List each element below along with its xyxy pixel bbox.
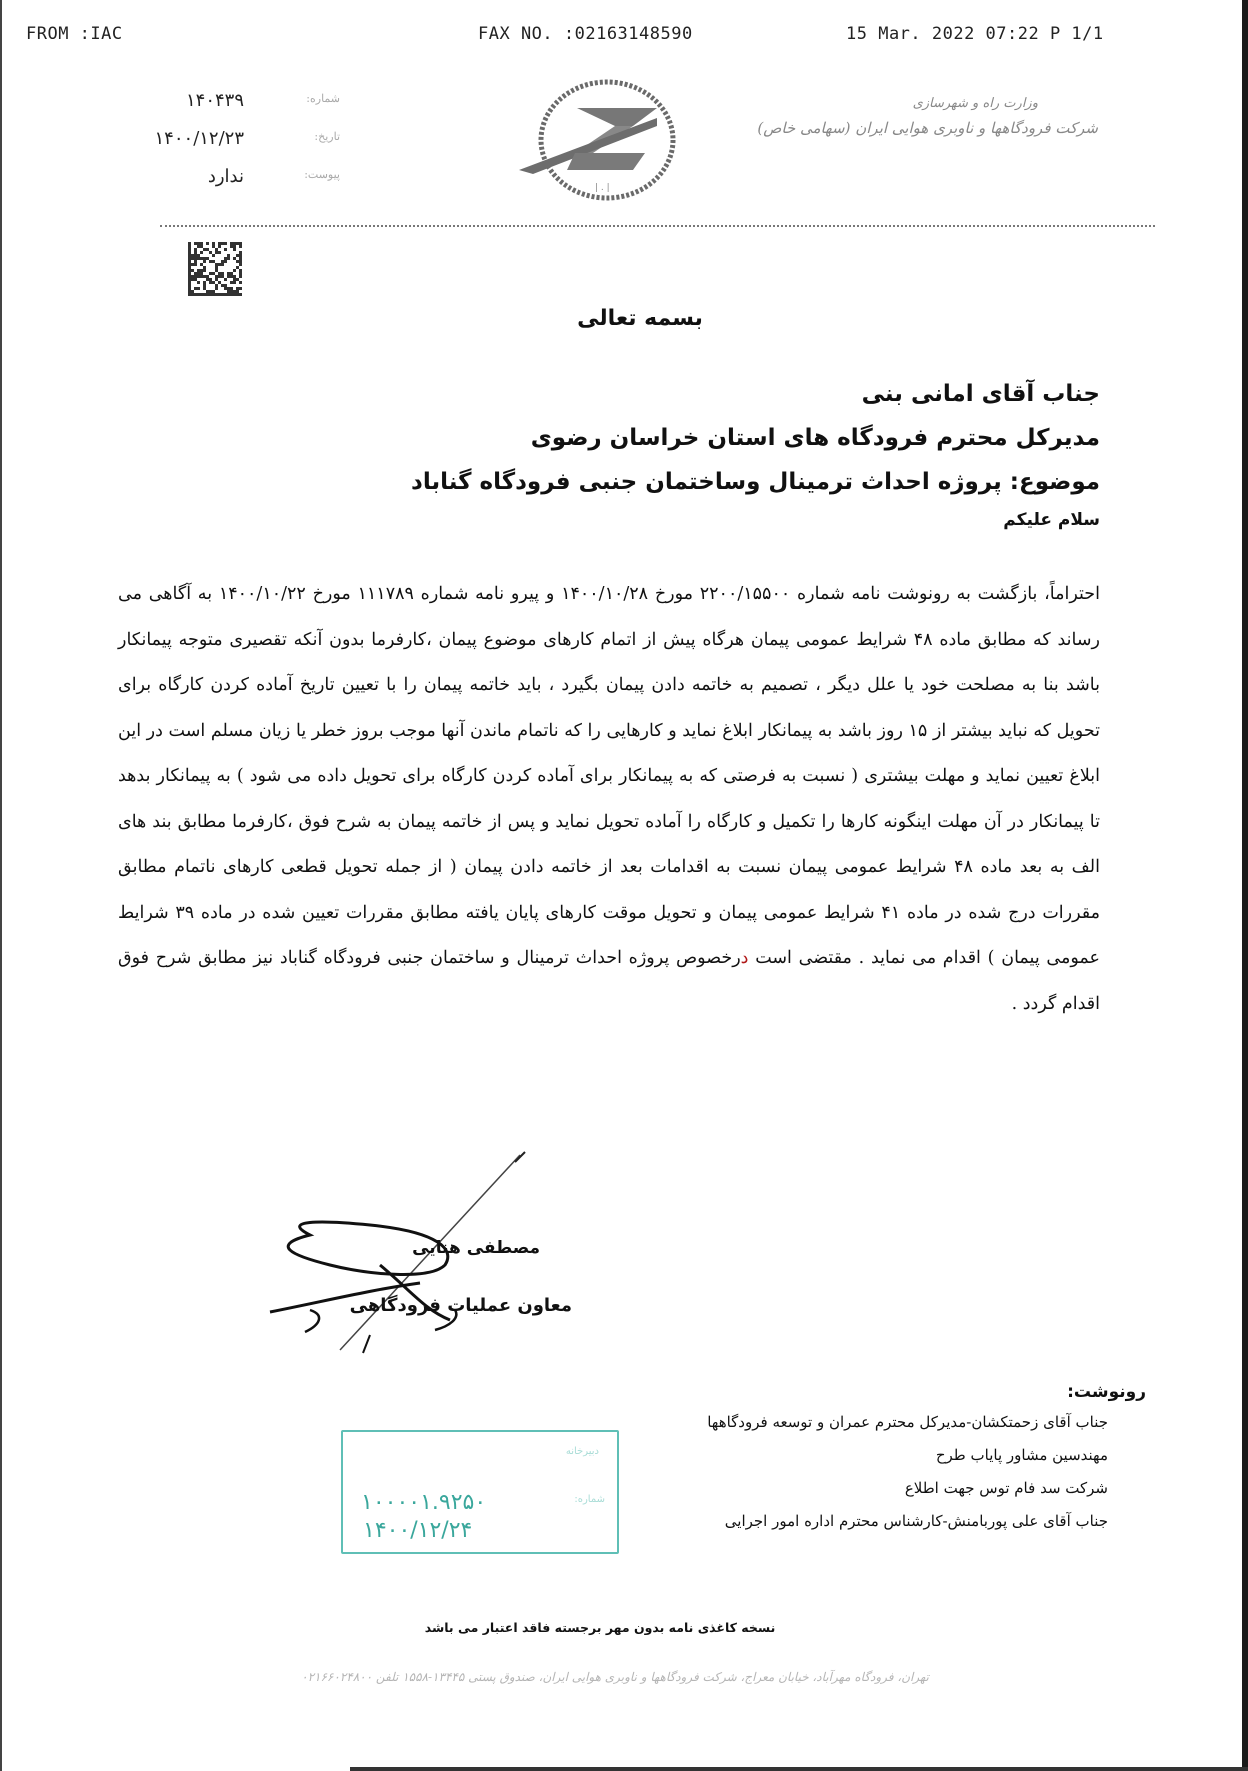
datamatrix-cell (221, 272, 224, 275)
datamatrix-cell (221, 275, 224, 278)
datamatrix-cell (215, 293, 218, 296)
datamatrix-cell (233, 242, 236, 245)
datamatrix-cell (224, 293, 227, 296)
datamatrix-cell (188, 248, 191, 251)
datamatrix-cell (221, 260, 224, 263)
datamatrix-cell (188, 254, 191, 257)
stamp-number-label: شماره: (574, 1494, 605, 1505)
datamatrix-cell (188, 293, 191, 296)
signature-block (250, 1150, 580, 1380)
datamatrix-cell (206, 290, 209, 293)
stamp-date: ۱۴۰۰/۱۲/۲۴ (363, 1518, 473, 1543)
datamatrix-cell (215, 269, 218, 272)
datamatrix-cell (206, 278, 209, 281)
datamatrix-cell (239, 281, 242, 284)
datamatrix-cell (236, 290, 239, 293)
datamatrix-cell (227, 293, 230, 296)
datamatrix-cell (227, 290, 230, 293)
scan-edge-bottom (350, 1767, 1248, 1771)
datamatrix-cell (239, 275, 242, 278)
svg-text:| . |: | . | (595, 183, 610, 193)
datamatrix-cell (215, 263, 218, 266)
datamatrix-cell (188, 284, 191, 287)
datamatrix-cell (227, 287, 230, 290)
cc-item: جناب آقای زحمتکشان-مدیرکل محترم عمران و توسعه فرودگاهها (707, 1413, 1108, 1431)
datamatrix-cell (191, 293, 194, 296)
datamatrix-cell (239, 254, 242, 257)
datamatrix-cell (233, 245, 236, 248)
body-highlight: د (740, 948, 749, 968)
datamatrix-cell (188, 281, 191, 284)
datamatrix-cell (197, 242, 200, 245)
datamatrix-cell (194, 248, 197, 251)
datamatrix-cell (233, 293, 236, 296)
header-divider (160, 225, 1155, 227)
datamatrix-cell (200, 242, 203, 245)
letter-heading: بسمه تعالی (577, 306, 703, 331)
datamatrix-cell (203, 260, 206, 263)
datamatrix-cell (227, 257, 230, 260)
letter-subject: موضوع: پروژه احداث ترمینال وساختمان جنبی فرودگاه گناباد (411, 469, 1100, 495)
datamatrix-cell (200, 263, 203, 266)
fax-date-page: 15 Mar. 2022 07:22 P 1/1 (846, 24, 1104, 44)
datamatrix-cell (194, 293, 197, 296)
datamatrix-cell (215, 251, 218, 254)
body-text-part1: احتراماً، بازگشت به رونوشت نامه شماره ۲۲۰۰/۱۵۵۰۰ مورخ ۱۴۰۰/۱۰/۲۸ و پیرو نامه شماره ۱۱۱۷۸۹ مورخ ۱۴۰۰/۱۰/۲۲ به آگاهی می رساند که مطابق ماده ۴۸ شرایط عمومی پیمان هرگاه پیش از اتمام کارهای موضوع پیمان ،کارفرما بدون آنکه تقصیری متوجه پیمانکار باشد بنا به مصلحت خود یا علل دیگر ، تصمیم به خاتمه دادن پیمان بگیرد ، باید خاتمه پیمان را با تعیین تاریخ آماده کردن کارگاه برای تحویل که نباید بیشتر از ۱۵ روز باشد به پیمانکار ابلاغ نماید و کارهایی را که ناتمام ماندن آنها موجب بروز خطر یا زیان مسلم است در این ابلاغ تعیین نماید و مهلت بیشتری ( نسبت به فرصتی که به پیمانکار برای آماده کردن کارگاه برای تحویل داده می شود ) به پیمانکار بدهد تا پیمانکار در آن مهلت اینگونه کارها را تکمیل و کارگاه را آماده تحویل نماید و پس از خاتمه پیمان به شرح فوق ،کارفرما مطابق بند های الف به بعد ماده ۴۸ شرایط عمومی پیمان نسبت به اقدامات بعد از خاتمه دادن پیمان ( از جمله تحویل قطعی کارهای ناتمام مطابق مقررات درج شده در ماده ۴۱ شرایط عمومی پیمان و تحویل موقت کارهای پایان یافته مطابق مقررات تعیین شده در ماده ۳۹ شرایط عمومی پیمان ) اقدام می نماید . مقتضی است (118, 584, 1101, 968)
datamatrix-cell (194, 257, 197, 260)
datamatrix-cell (188, 257, 191, 260)
datamatrix-cell (221, 242, 224, 245)
datamatrix-cell (200, 272, 203, 275)
datamatrix-cell (212, 245, 215, 248)
datamatrix-cell (236, 278, 239, 281)
datamatrix-cell (215, 248, 218, 251)
datamatrix-cell (203, 284, 206, 287)
letter-number-label: شماره: (306, 92, 340, 105)
cc-item: جناب آقای علی پوربامنش-کارشناس محترم اداره امور اجرایی (724, 1512, 1108, 1530)
datamatrix-cell (188, 290, 191, 293)
datamatrix-cell (233, 269, 236, 272)
fax-number: FAX NO. :02163148590 (478, 24, 693, 44)
company-name: شرکت فرودگاهها و ناوبری هوایی ایران (سهامی خاص) (757, 119, 1098, 137)
datamatrix-cell (236, 287, 239, 290)
datamatrix-cell (194, 272, 197, 275)
datamatrix-cell (230, 275, 233, 278)
datamatrix-cell (221, 293, 224, 296)
cc-item: شرکت سد فام توس جهت اطلاع (904, 1479, 1108, 1497)
signatory-name: مصطفی هنایی (412, 1238, 540, 1258)
datamatrix-cell (215, 284, 218, 287)
letter-attachment-label: پیوست: (304, 168, 340, 181)
datamatrix-cell (188, 263, 191, 266)
stamp-header: دبیرخانه (565, 1446, 599, 1457)
datamatrix-cell (191, 275, 194, 278)
datamatrix-cell (236, 266, 239, 269)
datamatrix-cell (239, 263, 242, 266)
datamatrix-cell (188, 260, 191, 263)
datamatrix-cell (194, 254, 197, 257)
datamatrix-cell (194, 287, 197, 290)
datamatrix-cell (206, 257, 209, 260)
letter-attachment: ندارد (207, 166, 244, 187)
datamatrix-cell (236, 260, 239, 263)
cc-title: رونوشت: (1067, 1382, 1146, 1402)
datamatrix-cell (215, 275, 218, 278)
datamatrix-cell (224, 287, 227, 290)
body-text-part2: رخصوص پروژه احداث ترمینال و ساختمان جنبی فرودگاه گناباد نیز مطابق شرح فوق اقدام گردد . (118, 948, 1100, 1014)
datamatrix-cell (194, 263, 197, 266)
datamatrix-cell (194, 278, 197, 281)
datamatrix-cell (188, 242, 191, 245)
datamatrix-cell (212, 242, 215, 245)
footer-validity-note: نسخه کاغذی نامه بدون مهر برجسته فاقد اعتبار می باشد (424, 1620, 776, 1635)
cc-block (658, 1378, 1146, 1538)
addressee-name: جناب آقای امانی بنی (861, 381, 1100, 407)
meta-date-row (140, 128, 340, 166)
letter-date-label: تاریخ: (314, 130, 340, 143)
datamatrix-cell (209, 278, 212, 281)
datamatrix-cell (236, 254, 239, 257)
datamatrix-cell (230, 272, 233, 275)
datamatrix-cell (194, 260, 197, 263)
datamatrix-code-icon (188, 242, 242, 296)
datamatrix-cell (203, 287, 206, 290)
datamatrix-cell (227, 254, 230, 257)
datamatrix-cell (203, 275, 206, 278)
datamatrix-cell (191, 278, 194, 281)
datamatrix-cell (221, 284, 224, 287)
datamatrix-cell (239, 287, 242, 290)
datamatrix-cell (233, 257, 236, 260)
datamatrix-cell (227, 275, 230, 278)
datamatrix-cell (191, 290, 194, 293)
meta-number-row (140, 90, 340, 128)
datamatrix-cell (233, 248, 236, 251)
datamatrix-cell (218, 263, 221, 266)
datamatrix-cell (218, 251, 221, 254)
datamatrix-cell (203, 266, 206, 269)
datamatrix-cell (227, 272, 230, 275)
datamatrix-cell (206, 293, 209, 296)
datamatrix-cell (230, 245, 233, 248)
datamatrix-cell (218, 275, 221, 278)
datamatrix-cell (239, 272, 242, 275)
datamatrix-cell (239, 293, 242, 296)
datamatrix-cell (230, 287, 233, 290)
scan-edge-right (1242, 0, 1248, 1771)
datamatrix-cell (233, 290, 236, 293)
datamatrix-cell (236, 242, 239, 245)
meta-attachment-row (140, 166, 340, 204)
datamatrix-cell (203, 248, 206, 251)
datamatrix-cell (230, 290, 233, 293)
datamatrix-cell (218, 281, 221, 284)
datamatrix-cell (218, 242, 221, 245)
datamatrix-cell (206, 248, 209, 251)
datamatrix-cell (224, 260, 227, 263)
datamatrix-cell (239, 269, 242, 272)
datamatrix-cell (188, 287, 191, 290)
datamatrix-cell (203, 269, 206, 272)
datamatrix-cell (212, 272, 215, 275)
cc-item: مهندسین مشاور پایاب طرح (935, 1446, 1108, 1464)
datamatrix-cell (239, 251, 242, 254)
datamatrix-cell (197, 293, 200, 296)
datamatrix-cell (218, 245, 221, 248)
datamatrix-cell (188, 251, 191, 254)
datamatrix-cell (188, 278, 191, 281)
datamatrix-cell (203, 281, 206, 284)
addressee-title: مدیرکل محترم فرودگاه های استان خراسان رضوی (530, 425, 1100, 451)
datamatrix-cell (233, 275, 236, 278)
datamatrix-cell (191, 269, 194, 272)
datamatrix-cell (209, 251, 212, 254)
datamatrix-cell (212, 293, 215, 296)
datamatrix-cell (194, 251, 197, 254)
datamatrix-cell (239, 245, 242, 248)
datamatrix-cell (191, 254, 194, 257)
datamatrix-cell (233, 281, 236, 284)
datamatrix-cell (188, 275, 191, 278)
letter-body (118, 572, 1100, 1027)
datamatrix-cell (194, 242, 197, 245)
datamatrix-cell (188, 245, 191, 248)
datamatrix-cell (209, 260, 212, 263)
datamatrix-cell (197, 287, 200, 290)
datamatrix-cell (200, 257, 203, 260)
datamatrix-cell (200, 245, 203, 248)
datamatrix-cell (212, 290, 215, 293)
datamatrix-cell (209, 272, 212, 275)
datamatrix-cell (224, 242, 227, 245)
fax-from: FROM :IAC (26, 24, 123, 44)
datamatrix-cell (209, 293, 212, 296)
datamatrix-cell (224, 257, 227, 260)
datamatrix-cell (194, 275, 197, 278)
datamatrix-cell (197, 281, 200, 284)
datamatrix-cell (197, 272, 200, 275)
datamatrix-cell (197, 254, 200, 257)
datamatrix-cell (197, 245, 200, 248)
datamatrix-cell (230, 293, 233, 296)
registry-stamp (341, 1430, 619, 1554)
datamatrix-cell (218, 272, 221, 275)
datamatrix-cell (221, 263, 224, 266)
datamatrix-cell (239, 242, 242, 245)
datamatrix-cell (206, 242, 209, 245)
datamatrix-cell (188, 266, 191, 269)
datamatrix-cell (236, 293, 239, 296)
datamatrix-cell (224, 284, 227, 287)
datamatrix-cell (203, 257, 206, 260)
datamatrix-cell (239, 257, 242, 260)
datamatrix-cell (206, 275, 209, 278)
datamatrix-cell (215, 266, 218, 269)
datamatrix-cell (233, 278, 236, 281)
ministry-name: وزارت راه و شهرسازی (912, 96, 1038, 111)
datamatrix-cell (230, 242, 233, 245)
datamatrix-cell (191, 263, 194, 266)
datamatrix-cell (212, 254, 215, 257)
signatory-title: معاون عملیات فرودگاهی (349, 1295, 572, 1316)
datamatrix-cell (200, 269, 203, 272)
datamatrix-cell (197, 275, 200, 278)
datamatrix-cell (200, 251, 203, 254)
datamatrix-cell (197, 269, 200, 272)
stamp-number: ۱۰۰۰۰۱.۹۲۵۰ (361, 1490, 487, 1515)
datamatrix-cell (239, 260, 242, 263)
greeting: سلام علیکم (1003, 510, 1100, 530)
datamatrix-cell (218, 293, 221, 296)
datamatrix-cell (215, 278, 218, 281)
handwritten-signature (250, 1150, 580, 1380)
datamatrix-cell (188, 269, 191, 272)
datamatrix-cell (212, 260, 215, 263)
fax-header (26, 24, 1222, 48)
datamatrix-cell (215, 287, 218, 290)
datamatrix-cell (209, 281, 212, 284)
datamatrix-cell (203, 293, 206, 296)
datamatrix-cell (191, 257, 194, 260)
footer-address: تهران، فرودگاه مهرآباد، خیابان معراج، شرکت فرودگاهها و ناوبری هوایی ایران، صندوق پستی ۱۳۴۴۵-۱۵۵۸ تلفن ۰۲۱۶۶۰۲۴۸۰۰ (301, 1670, 929, 1684)
datamatrix-cell (212, 281, 215, 284)
datamatrix-cell (224, 248, 227, 251)
scan-edge-left (0, 0, 2, 1771)
datamatrix-cell (209, 290, 212, 293)
letter-date: ۱۴۰۰/۱۲/۲۳ (154, 128, 244, 149)
datamatrix-cell (200, 275, 203, 278)
letterhead-org (658, 96, 1098, 137)
letter-number: ۱۴۰۴۳۹ (185, 90, 244, 111)
datamatrix-cell (230, 281, 233, 284)
datamatrix-cell (188, 272, 191, 275)
letter-meta (140, 90, 340, 204)
datamatrix-cell (224, 278, 227, 281)
datamatrix-cell (200, 293, 203, 296)
datamatrix-cell (197, 257, 200, 260)
addressee-block (411, 372, 1100, 536)
